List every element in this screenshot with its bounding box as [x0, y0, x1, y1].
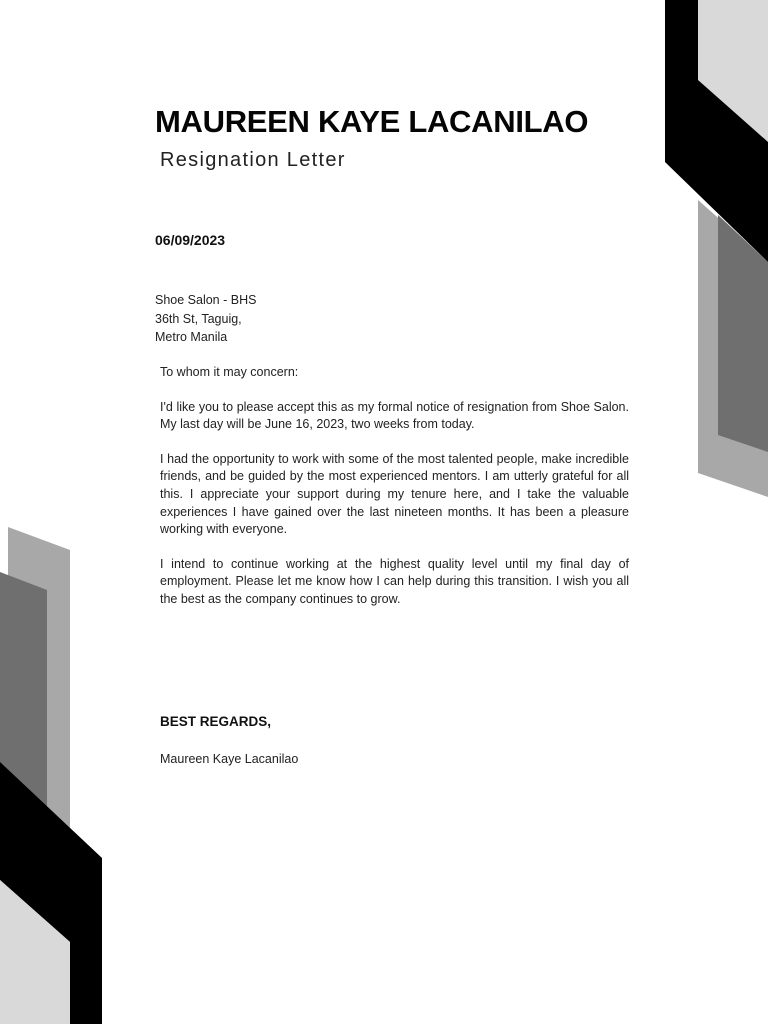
letter-body — [160, 364, 629, 626]
top-right-light-gray-shape — [698, 0, 768, 142]
address-line-2: 36th St, Taguig, — [155, 311, 242, 326]
bottom-left-mid-gray-shape — [8, 527, 70, 828]
closing-regards: BEST REGARDS, — [160, 714, 272, 729]
bottom-left-black-shape — [0, 762, 102, 1024]
salutation: To whom it may concern: — [160, 365, 299, 379]
document-subtitle: Resignation Letter — [160, 149, 346, 171]
top-right-black-shape — [665, 0, 768, 262]
recipient-address — [155, 291, 256, 347]
letter-date: 06/09/2023 — [155, 232, 226, 248]
bottom-left-dark-gray-shape — [0, 572, 47, 810]
top-right-dark-gray-shape — [718, 215, 768, 452]
address-line-3: Metro Manila — [155, 330, 228, 344]
body-paragraph: I had the opportunity to work with some of the most talented people, make incredible friends, and be guided by the most experienced mentors. I am utterly grateful for all this. I appreciate your support during my tenure here, and I take the valuable experiences I have gained over the last nineteen months. It has been a pleasure working with everyone. — [160, 451, 629, 537]
address-line-1: Shoe Salon - BHS — [155, 293, 257, 307]
bottom-left-light-gray-shape — [0, 880, 70, 1024]
author-name: MAUREEN KAYE LACANILAO — [155, 104, 589, 139]
body-paragraph: I intend to continue working at the highest quality level until my final day of employment. Please let me know how I can help during this transition. I wish you all the best as the company continues to grow. — [160, 556, 629, 606]
signature-name: Maureen Kaye Lacanilao — [160, 752, 299, 766]
body-paragraph: I'd like you to please accept this as my formal notice of resignation from Shoe Salon. My last day will be June 16, 2023, two weeks from today. — [160, 399, 629, 432]
top-right-mid-gray-shape — [698, 200, 768, 497]
